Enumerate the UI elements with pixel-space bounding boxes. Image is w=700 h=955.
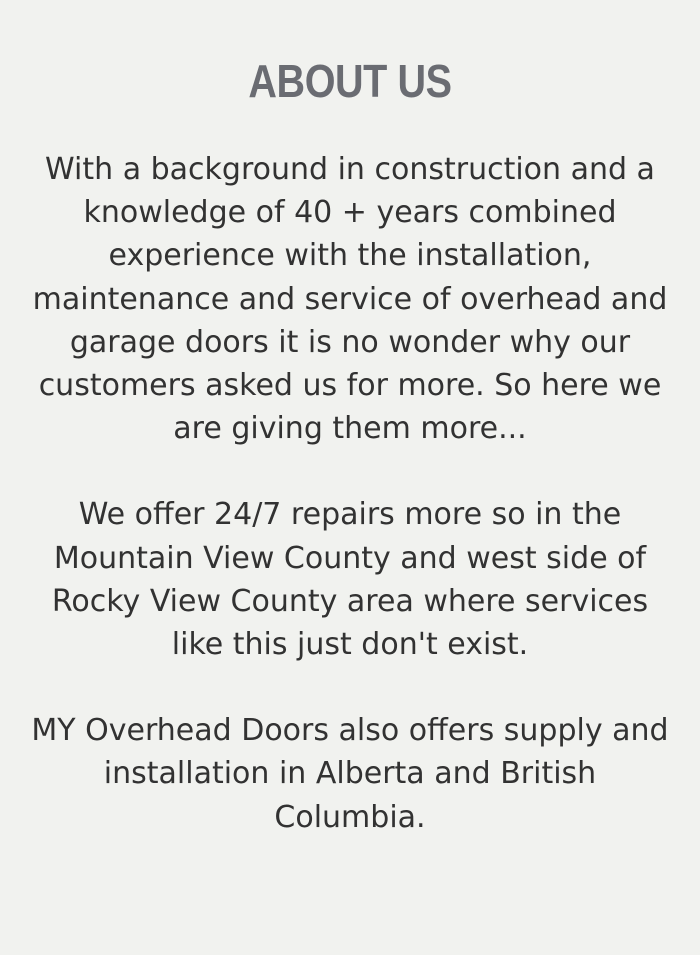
about-us-content [30, 148, 670, 839]
about-paragraph-1: With a background in construction and a knowledge of 40 + years combined experience with the installation, maintenance and service of overhead and garage doors it is no wonder why our customers asked us for more. So here we are giving them more... [32, 152, 668, 447]
about-paragraph-2: We offer 24/7 repairs more so in the Mountain View County and west side of Rocky View County area where services like this just don't exist. [51, 497, 649, 663]
page-title: ABOUT US [248, 55, 452, 107]
about-paragraph-3: MY Overhead Doors also offers supply and installation in Alberta and British Columbia. [31, 713, 669, 835]
